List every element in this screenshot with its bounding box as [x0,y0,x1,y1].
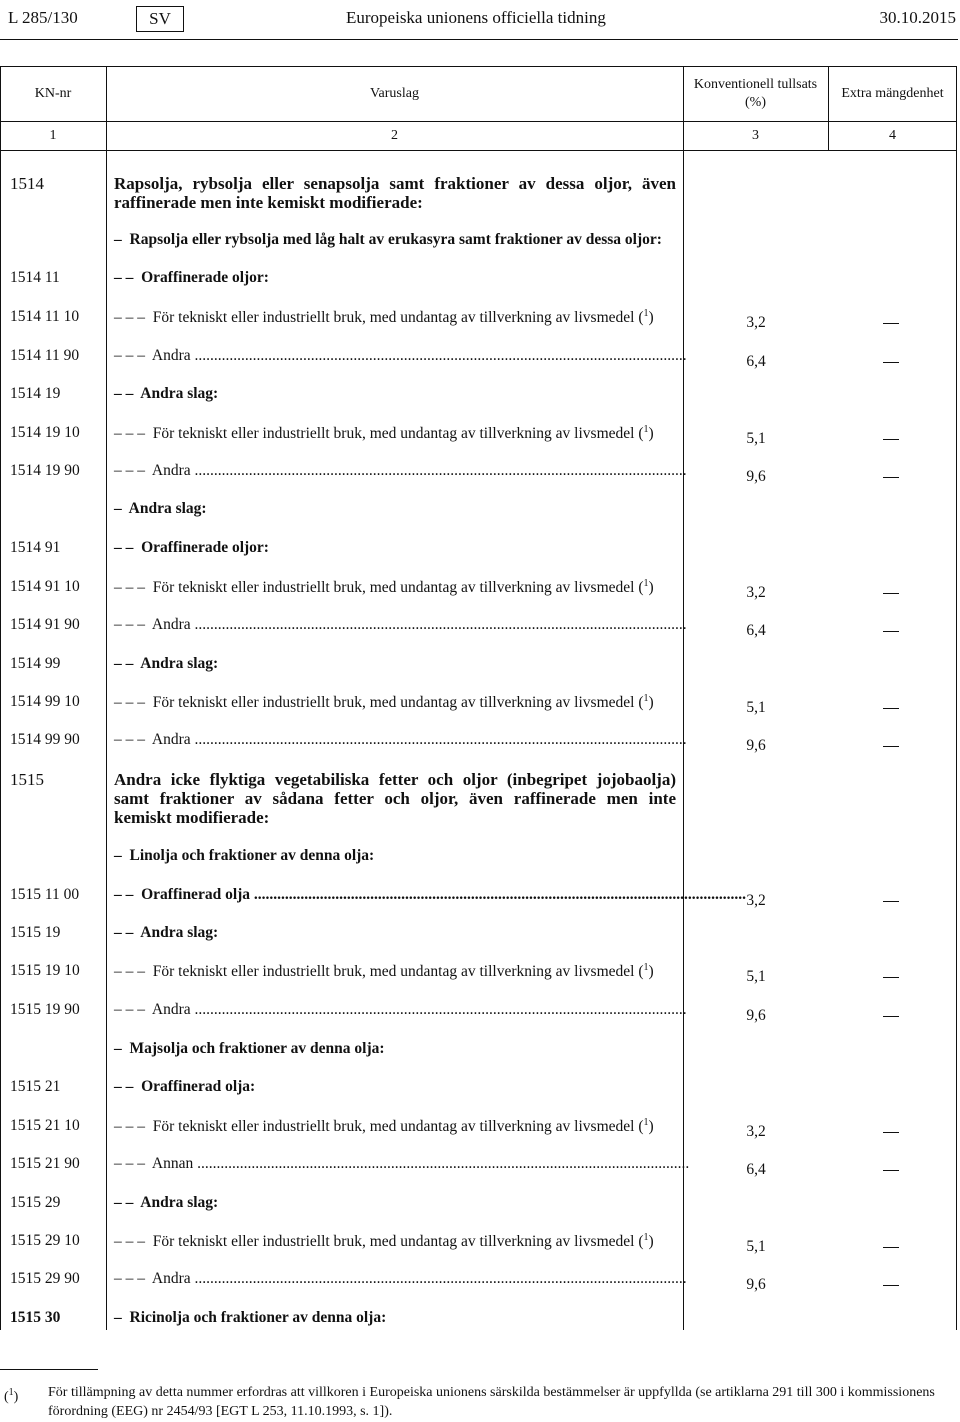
description [114,1194,218,1212]
description-text: Andra slag: [128,500,207,517]
cn-code: 1514 99 90 [10,731,80,748]
footnote-ref: 1 [643,962,649,973]
description [114,424,654,443]
tariff-rate: 6,4 [746,1161,766,1178]
indent-dashes: – – [114,269,134,286]
footnote-close: ) [13,1389,19,1405]
description [114,1232,654,1251]
cn-code: 1514 91 [10,539,61,556]
description-text: Andra [151,462,191,479]
description-text: Annan [151,1155,194,1172]
header-row-rule [0,121,957,122]
cn-code: 1514 11 90 [10,347,80,364]
cn-code: 1514 19 10 [10,424,80,441]
dot-leader: ............................................................................................................................... [194,1001,687,1018]
footnote-number: 1 [8,1387,14,1398]
tariff-rate: 3,2 [746,584,766,601]
column-header-kn: KN-nr [34,86,72,101]
indent-dashes: – – – [114,347,145,364]
indent-dashes: – – – [114,616,145,633]
description [114,1270,687,1288]
footnote-ref: 1 [643,1117,649,1128]
cn-code: 1515 29 90 [10,1270,80,1287]
cn-code: 1514 99 10 [10,693,80,710]
tariff-rate: 3,2 [746,892,766,909]
description [114,539,269,557]
cn-code: 1515 21 10 [10,1117,80,1134]
indent-dashes: – [114,847,122,864]
description [114,1117,654,1136]
extra-unit-dash [883,362,899,363]
number-row-rule [0,150,957,151]
tariff-rate: 5,1 [746,699,766,716]
cn-code: 1514 11 10 [10,308,80,325]
description-text: Linolja och fraktioner av denna olja: [129,847,375,864]
description-line: raffinerade men inte kemiskt modifierade: [114,193,423,212]
description-text: Andra slag: [140,1194,219,1211]
indent-dashes: – – [114,886,134,903]
description-text: Oraffinerade oljor: [141,269,269,286]
description-text: För tekniskt eller industriellt bruk, med undantag av tillverkning av livsmedel ( [152,579,644,597]
column-divider [106,66,107,1330]
extra-unit-dash [883,901,899,902]
tariff-rate: 5,1 [746,968,766,985]
footnote-ref-close: ) [648,694,654,712]
footnote-ref-close: ) [648,579,654,597]
indent-dashes: – [114,1309,122,1326]
cn-code: 1514 91 10 [10,578,80,595]
description-line: Andra icke flyktiga vegetabiliska fetter och oljor (inbegripet jojobaolja) [114,770,676,789]
indent-dashes: – [114,231,122,248]
column-number-1: 1 [49,128,57,143]
extra-unit-dash [883,977,899,978]
indent-dashes: – – [114,1078,134,1095]
cn-code: 1515 30 [10,1309,61,1326]
language-badge: SV [136,6,184,32]
heading-description [114,174,676,212]
description-text: Rapsolja eller rybsolja med låg halt av erukasyra samt fraktioner av dessa oljor: [129,231,662,248]
dot-leader: ............................................................................................................................... [194,731,687,748]
description-text: Andra [151,616,191,633]
indent-dashes: – [114,1040,122,1057]
column-header-varuslag: Varuslag [370,86,419,101]
indent-dashes: – – – [114,731,145,748]
indent-dashes: – – – [114,1001,145,1018]
indent-dashes: – – – [114,1155,145,1172]
extra-unit-dash [883,439,899,440]
description-text: Andra slag: [140,385,219,402]
tariff-rate: 9,6 [746,468,766,485]
extra-unit-dash [883,1132,899,1133]
description [114,1001,687,1019]
cn-code: 1514 11 [10,269,60,286]
dot-leader: ............................................................................................................................... [194,462,687,479]
dot-leader: ............................................................................................................................... [194,616,687,633]
description [114,693,654,712]
extra-unit-dash [883,323,899,324]
indent-dashes: – – [114,655,134,672]
description [114,847,374,865]
cn-code: 1515 21 90 [10,1155,80,1172]
dot-leader: ............................................................................................................................... [194,347,687,364]
extra-unit-dash [883,1016,899,1017]
footnote-open: ( [4,1389,9,1405]
tariff-rate: 9,6 [746,737,766,754]
description-text: För tekniskt eller industriellt bruk, med undantag av tillverkning av livsmedel ( [152,1118,644,1136]
cn-code: 1515 29 10 [10,1232,80,1249]
cn-code: 1514 [10,174,44,193]
description-text: Andra [151,347,191,364]
indent-dashes: – – – [114,1270,145,1287]
description-text: För tekniskt eller industriellt bruk, med undantag av tillverkning av livsmedel ( [152,309,644,327]
description [114,1040,385,1058]
footnote-ref-close: ) [648,425,654,443]
description [114,1078,255,1096]
description [114,655,218,673]
description-text: Andra slag: [140,924,219,941]
extra-unit-dash [883,593,899,594]
description-text: Oraffinerade oljor: [141,539,269,556]
heading-description [114,770,676,827]
description [114,347,687,365]
tariff-rate: 6,4 [746,353,766,370]
cn-code: 1515 19 [10,924,61,941]
description-text: För tekniskt eller industriellt bruk, med undantag av tillverkning av livsmedel ( [152,1233,644,1251]
extra-unit-dash [883,708,899,709]
dot-leader: ............................................................................................................................... [253,886,747,903]
header-rule [0,39,958,40]
indent-dashes: – – – [114,425,145,443]
tariff-rate: 9,6 [746,1007,766,1024]
description [114,269,269,287]
description [114,462,687,480]
cn-code: 1515 29 [10,1194,61,1211]
footnote-marker [4,1383,18,1407]
description-line: Rapsolja, rybsolja eller senapsolja samt fraktioner av dessa oljor, även [114,174,676,193]
cn-code: 1515 19 10 [10,962,80,979]
description [114,924,218,942]
description [114,616,687,634]
extra-unit-dash [883,746,899,747]
description [114,1155,690,1173]
footnote-ref: 1 [643,693,649,704]
tullsats-label: Konventionell tullsats [693,77,818,92]
dot-leader: ............................................................................................................................... [194,1270,687,1287]
cn-code: 1514 19 [10,385,61,402]
description [114,385,218,403]
publication-date: 30.10.2015 [879,8,956,27]
tariff-rate: 5,1 [746,1238,766,1255]
extra-unit-dash [883,1247,899,1248]
journal-title: Europeiska unionens officiella tidning [346,8,606,27]
description-text: För tekniskt eller industriellt bruk, med undantag av tillverkning av livsmedel ( [152,694,644,712]
footnote-ref: 1 [643,1232,649,1243]
cn-code: 1515 11 00 [10,886,80,903]
indent-dashes: – – [114,1194,134,1211]
dot-leader: ............................................................................................................................... [197,1155,690,1172]
description-text: Majsolja och fraktioner av denna olja: [129,1040,385,1057]
indent-dashes: – – – [114,694,145,712]
column-number-4: 4 [889,128,896,143]
footnote-ref-close: ) [648,1233,654,1251]
footnote-ref: 1 [643,424,649,435]
tariff-rate: 5,1 [746,430,766,447]
page-header [0,6,960,32]
footnote-ref: 1 [643,578,649,589]
indent-dashes: – – – [114,1118,145,1136]
tariff-rate: 9,6 [746,1276,766,1293]
description-text: För tekniskt eller industriellt bruk, med undantag av tillverkning av livsmedel ( [152,425,644,443]
indent-dashes: – – [114,539,134,556]
indent-dashes: – – – [114,462,145,479]
description [114,1309,386,1327]
description [114,886,747,904]
description-text: Oraffinerad olja: [141,1078,256,1095]
indent-dashes: – – [114,385,134,402]
footnote-text: För tillämpning av detta nummer erfordras att villkoren i Europeiska unionens särskilda bestämmelser är uppfyllda (se artiklarna 291 till 300 i kommissionens förordning (EEG) nr 2454/93 [EGT L 253, 11.10.1993, s. 1]). [48,1385,935,1419]
description [114,500,207,518]
indent-dashes: – [114,500,122,517]
footnote-rule [0,1369,98,1370]
cn-code: 1515 21 [10,1078,61,1095]
extra-unit-dash [883,1170,899,1171]
cn-code: 1515 [10,770,44,789]
cn-code: 1515 19 90 [10,1001,80,1018]
footnote-ref: 1 [643,308,649,319]
page-reference: L 285/130 [8,8,78,27]
description-text: Andra [151,1001,191,1018]
description [114,308,654,327]
indent-dashes: – – – [114,579,145,597]
tullsats-unit: (%) [745,95,766,110]
column-header-tullsats [683,76,828,112]
column-number-2: 2 [391,128,398,143]
extra-unit-dash [883,477,899,478]
extra-unit-dash [883,1285,899,1286]
cn-code: 1514 91 90 [10,616,80,633]
cn-code: 1514 19 90 [10,462,80,479]
description-text: Andra [151,1270,191,1287]
footnote-ref-close: ) [648,963,654,981]
indent-dashes: – – – [114,1233,145,1251]
indent-dashes: – – – [114,309,145,327]
footnote-ref-close: ) [648,1118,654,1136]
extra-unit-dash [883,631,899,632]
tariff-rate: 3,2 [746,1123,766,1140]
description [114,231,662,249]
tariff-rate: 3,2 [746,314,766,331]
description [114,578,654,597]
description-text: För tekniskt eller industriellt bruk, med undantag av tillverkning av livsmedel ( [152,963,644,981]
tariff-rate: 6,4 [746,622,766,639]
description [114,731,687,749]
description-line: kemiskt modifierade: [114,808,270,827]
column-header-extra: Extra mängdenhet [841,86,944,101]
description-text: Andra slag: [140,655,219,672]
footnote-ref-close: ) [648,309,654,327]
description-text: Andra [151,731,191,748]
indent-dashes: – – [114,924,134,941]
description-text: Oraffinerad olja [141,886,251,903]
description-line: samt fraktioner av sådana fetter och oljor, även raffinerade men inte [114,789,676,808]
description [114,962,654,981]
cn-code: 1514 99 [10,655,61,672]
indent-dashes: – – – [114,963,145,981]
description-text: Ricinolja och fraktioner av denna olja: [129,1309,387,1326]
column-number-3: 3 [752,128,759,143]
